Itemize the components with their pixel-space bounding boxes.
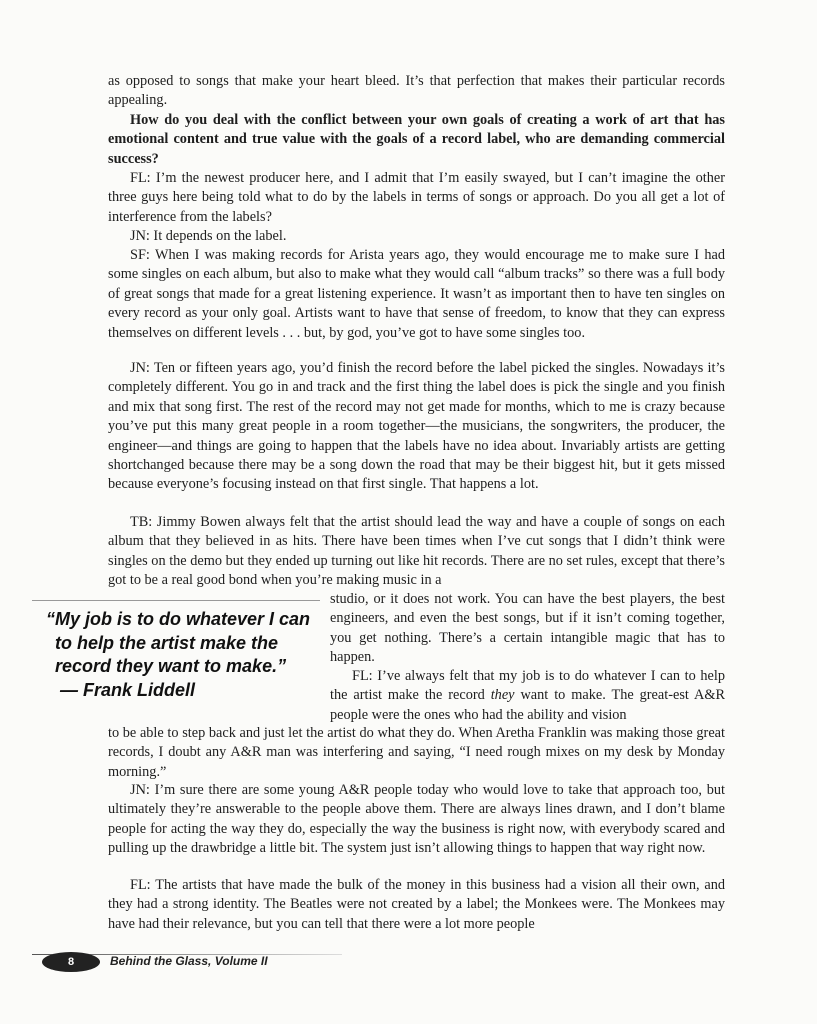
paragraph-sf-1: SF: When I was making records for Arista years ago, they would encourage me to make sure I had some singles on each album, but also to make what they would call “album tracks” so there was a full body of great songs that made for a great listening experience. It wasn’t as important then to have ten singles on every record as your only goal. Artists want to have that sense of freedom, to know that they can express themselves on different levels . . . but, by god, you’ve got to have some singles too. [108, 247, 725, 341]
paragraph-tb-1: TB: Jimmy Bowen always felt that the artist should lead the way and have a couple of songs on each album that they believed in as hits. There have been times when I’ve cut songs that I didn’t think were singles on the demo but they ended up turning out like hit records. There are no set rules, except that there’s got to be a real good bond when you’re making music in a [108, 514, 725, 589]
pull-quote-rule [32, 600, 320, 601]
paragraph-fl-2-continued: to be able to step back and just let the artist do what they do. When Aretha Franklin was making those great records, I doubt any A&R man was interfering and saying, “I need rough mixes on my desk by Monday morning.” [108, 725, 725, 780]
paragraph-jn-1: JN: It depends on the label. [130, 228, 287, 244]
paragraph-fl-3: FL: The artists that have made the bulk of the money in this business had a vision all their own, and they had a strong identity. The Beatles were not created by a label; the Monkees were. The Monkees may have had their relevance, but you can tell that there were a lot more people [108, 877, 725, 932]
fl-2-emphasis: they [490, 687, 515, 704]
paragraph-fl-2 [330, 667, 725, 725]
interview-question: How do you deal with the conflict between your own goals of creating a work of art that has emotional content and true value with the goals of a record label, who are demanding commercial success? [108, 112, 725, 167]
fl-2-text-a: FL: I’ve always felt that my job is to do whatever I can to help the artist make the record [330, 668, 725, 704]
page-number: 8 [42, 952, 100, 972]
pull-quote-line-3b: they want to make.” [111, 656, 287, 676]
pull-quote-line-2: to help the artist make the [55, 632, 279, 653]
paragraph-jn-3: JN: I’m sure there are some young A&R people today who would love to take that approach too, but ultimately they’re answerable to the people above them. There are always lines drawn, and I don’t blame people for acting the way they do, especially the way the business is right now, with everybody scared and pulling up the drawbridge a little bit. The system just isn’t allowing things to happen that way right now. [108, 782, 725, 857]
pull-quote-line-3 [46, 655, 314, 679]
paragraph-fl-1: FL: I’m the newest producer here, and I admit that I’m easily swayed, but I can’t imagine the other three guys here being told what to do by the labels in terms of songs or approach. Do you all get a lot of interference from the labels? [108, 170, 725, 225]
pull-quote-line-3a: record [55, 656, 112, 676]
fl-2-text-b: want to make. The great-est A&R people were the ones who had the ability and vision [330, 687, 725, 723]
pull-quote-attribution: — Frank Liddell [60, 679, 196, 700]
paragraph-continuation: as opposed to songs that make your heart bleed. It’s that perfection that makes their particular records appealing. [108, 73, 725, 109]
pull-quote [46, 608, 314, 702]
paragraph-tb-1-continued: studio, or it does not work. You can have the best players, the best engineers, and even the best songs, but if it isn’t coming together, you get nothing. There’s a certain intangible magic that has to happen. [330, 591, 725, 666]
pull-quote-line-1: “My job is to do whatever I can [46, 609, 311, 629]
book-title: Behind the Glass, Volume II [110, 954, 268, 968]
paragraph-jn-2: JN: Ten or fifteen years ago, you’d finish the record before the label picked the singles. Nowadays it’s completely different. You go in and track and the first thing the label does is pick the single and you finish and mix that song first. The rest of the record may not get made for months, which to me is crazy because you’ve put this many great people in a room together—the musicians, the songwriters, the producer, the engineer—and things are going to happen that the labels have no idea about. Invariably artists are getting shortchanged because there may be a song down the road that may be their biggest hit, but it gets missed because everyone’s focusing instead on that first single. That happens a lot. [108, 360, 725, 493]
